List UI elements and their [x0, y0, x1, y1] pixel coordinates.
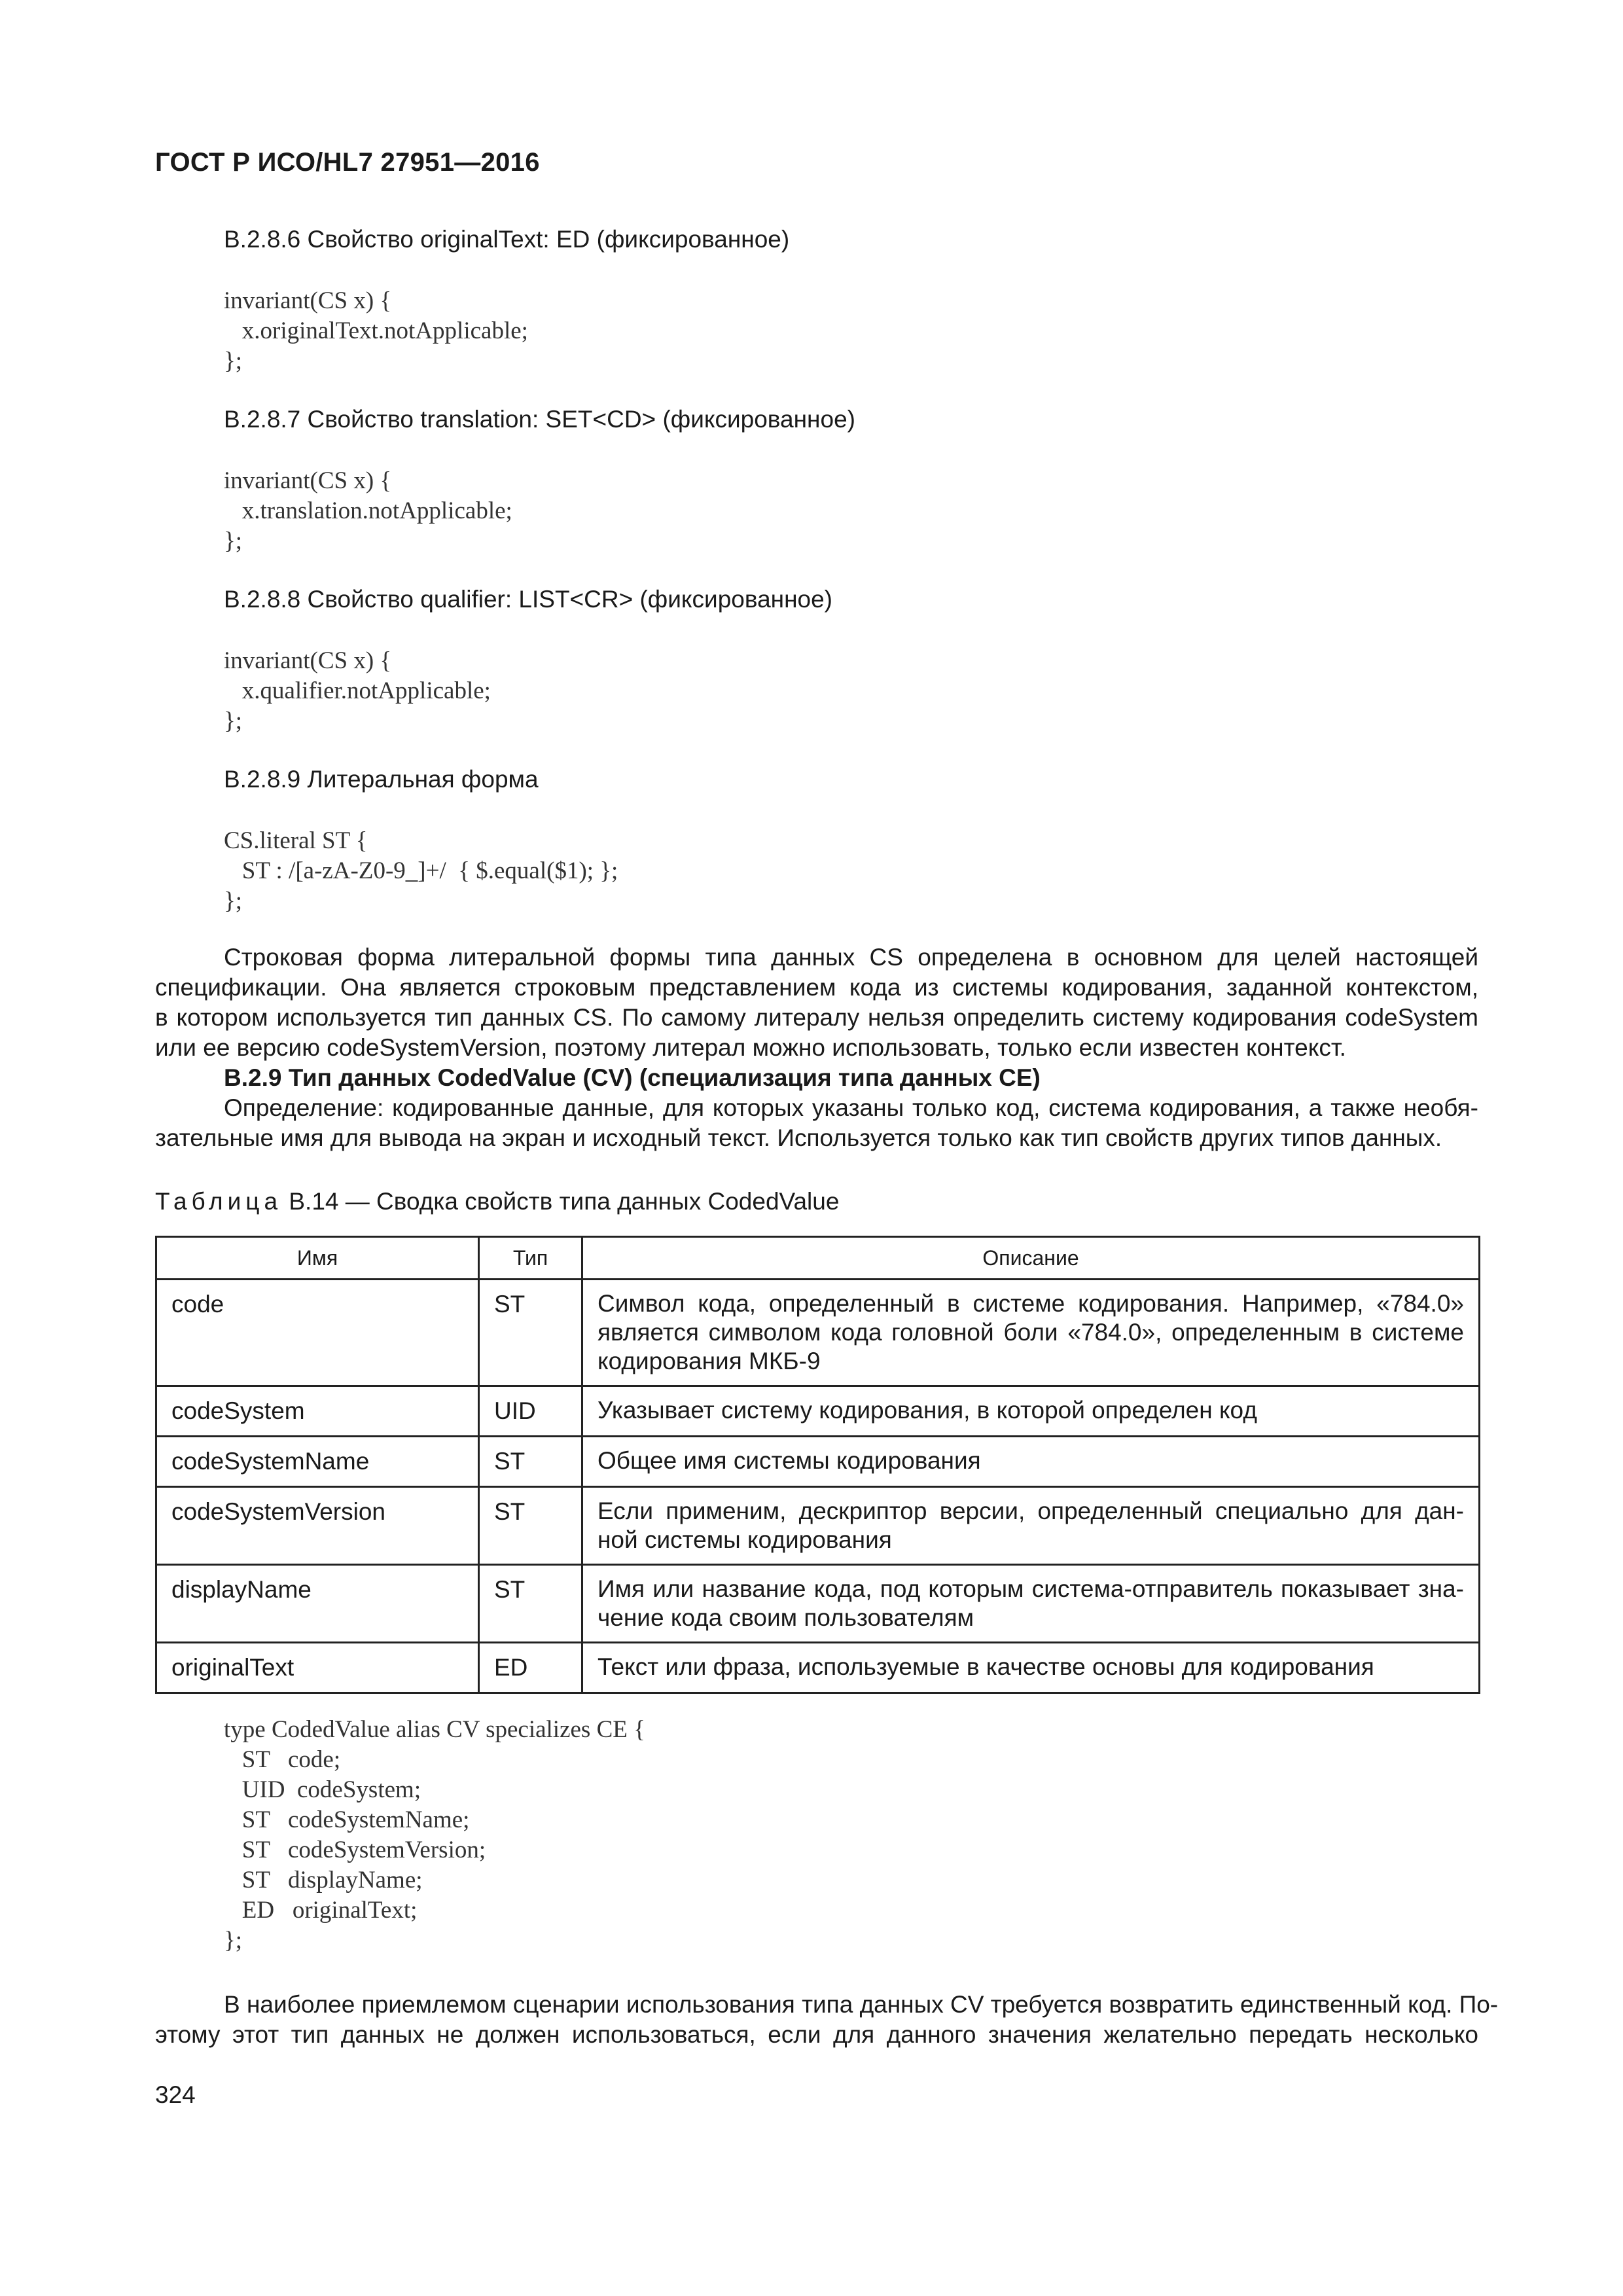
cell-name: codeSystemName	[156, 1437, 479, 1487]
cell-name: originalText	[156, 1643, 479, 1693]
code-line: x.translation.notApplicable;	[224, 497, 512, 524]
cell-type: ST	[479, 1565, 582, 1643]
definition-line: Определение: кодированные данные, для которых указаны только код, система кодирования, а также необя-	[224, 1094, 1478, 1121]
section-heading-b287: B.2.8.7 Свойство translation: SET<CD> (фиксированное)	[224, 406, 855, 433]
cell-name: codeSystem	[156, 1386, 479, 1437]
description-line: чение кода своим пользователям	[597, 1604, 974, 1631]
code-line: invariant(CS x) {	[224, 467, 392, 494]
code-line: };	[224, 1927, 243, 1954]
section-heading-b29: B.2.9 Тип данных CodedValue (CV) (специализация типа данных CE)	[224, 1064, 1041, 1091]
cell-type: UID	[479, 1386, 582, 1437]
code-line: ST : /[a-zA-Z0-9_]+/ { $.equal($1); };	[224, 857, 618, 884]
document-header: ГОСТ Р ИСО/HL7 27951—2016	[155, 148, 540, 177]
code-block-b288	[224, 646, 491, 736]
section-heading-b286: B.2.8.6 Свойство originalText: ED (фиксированное)	[224, 226, 790, 253]
code-line: CS.literal ST {	[224, 827, 368, 854]
cell-description	[582, 1487, 1480, 1565]
section-heading-b289: B.2.8.9 Литеральная форма	[224, 766, 539, 793]
properties-table	[155, 1236, 1480, 1694]
code-block-b286	[224, 286, 528, 376]
cell-description	[582, 1643, 1480, 1693]
code-line: ST code;	[224, 1746, 341, 1773]
code-line: };	[224, 348, 243, 374]
paragraph-line: или ее версию codeSystemVersion, поэтому литерал можно использовать, только если известен контекст.	[155, 1034, 1346, 1061]
table-row	[156, 1487, 1480, 1565]
cell-type: ST	[479, 1280, 582, 1386]
code-line: invariant(CS x) {	[224, 647, 392, 674]
description-line: Текст или фраза, используемые в качестве основы для кодирования	[597, 1653, 1374, 1680]
description-line: является символом кода головной боли «784.0», определенным в системе	[597, 1319, 1464, 1346]
cell-description	[582, 1565, 1480, 1643]
description-line: Указывает систему кодирования, в которой определен код	[597, 1397, 1257, 1424]
code-line: ST codeSystemName;	[224, 1806, 470, 1833]
table-caption-label: Таблица	[155, 1188, 283, 1215]
code-line: ST displayName;	[224, 1867, 423, 1893]
table-row	[156, 1437, 1480, 1487]
table-row	[156, 1643, 1480, 1693]
cell-name: displayName	[156, 1565, 479, 1643]
cell-type: ST	[479, 1487, 582, 1565]
code-block-b289	[224, 826, 618, 916]
code-line: invariant(CS x) {	[224, 287, 392, 314]
code-line: UID codeSystem;	[224, 1776, 421, 1803]
section-heading-b288: B.2.8.8 Свойство qualifier: LIST<CR> (фиксированное)	[224, 586, 833, 613]
code-block-b287	[224, 466, 512, 556]
cell-description	[582, 1437, 1480, 1487]
cell-type: ED	[479, 1643, 582, 1693]
paragraph-line: спецификации. Она является строковым представлением кода из системы кодирования, заданной контекстом,	[155, 974, 1478, 1001]
table-row	[156, 1565, 1480, 1643]
paragraph-line: в котором используется тип данных CS. По самому литералу нельзя определить систему кодирования codeSystem	[155, 1004, 1478, 1031]
description-line: Общее имя системы кодирования	[597, 1447, 981, 1474]
cell-description	[582, 1386, 1480, 1437]
description-line: кодирования МКБ-9	[597, 1348, 821, 1374]
page-number: 324	[155, 2081, 196, 2108]
table-caption-text: B.14 — Сводка свойств типа данных CodedValue	[289, 1188, 840, 1215]
code-line: };	[224, 708, 243, 734]
column-header-description: Описание	[582, 1237, 1480, 1280]
column-header-name: Имя	[156, 1237, 479, 1280]
code-line: x.qualifier.notApplicable;	[224, 677, 491, 704]
paragraph-line: этому этот тип данных не должен использоваться, если для данного значения желательно передать несколько	[155, 2021, 1478, 2048]
paragraph-line: В наиболее приемлемом сценарии использования типа данных CV требуется возвратить единственный код. По-	[224, 1991, 1499, 2018]
code-line: };	[224, 888, 243, 914]
body-paragraph	[155, 1990, 1499, 2050]
code-line: ED originalText;	[224, 1897, 418, 1924]
table-row	[156, 1386, 1480, 1437]
description-line: Символ кода, определенный в системе кодирования. Например, «784.0»	[597, 1290, 1464, 1317]
code-line: };	[224, 528, 243, 554]
cell-description	[582, 1280, 1480, 1386]
description-line: Если применим, дескриптор версии, определенный специально для дан-	[597, 1498, 1464, 1524]
body-paragraph	[155, 942, 1478, 1153]
code-line: ST codeSystemVersion;	[224, 1837, 486, 1863]
code-line: x.originalText.notApplicable;	[224, 317, 528, 344]
cell-type: ST	[479, 1437, 582, 1487]
cell-name: code	[156, 1280, 479, 1386]
code-line: type CodedValue alias CV specializes CE {	[224, 1716, 645, 1743]
definition-line: зательные имя для вывода на экран и исходный текст. Используется только как тип свойств других типов данных.	[155, 1124, 1442, 1151]
description-line: Имя или название кода, под которым система-отправитель показывает зна-	[597, 1575, 1464, 1602]
description-line: ной системы кодирования	[597, 1526, 892, 1553]
table-row	[156, 1280, 1480, 1386]
table-caption	[155, 1188, 839, 1215]
cell-name: codeSystemVersion	[156, 1487, 479, 1565]
paragraph-line: Строковая форма литеральной формы типа данных CS определена в основном для целей настоящей	[224, 944, 1478, 971]
column-header-type: Тип	[479, 1237, 582, 1280]
code-block-codedvalue	[224, 1715, 645, 1956]
table-header-row	[156, 1237, 1480, 1280]
